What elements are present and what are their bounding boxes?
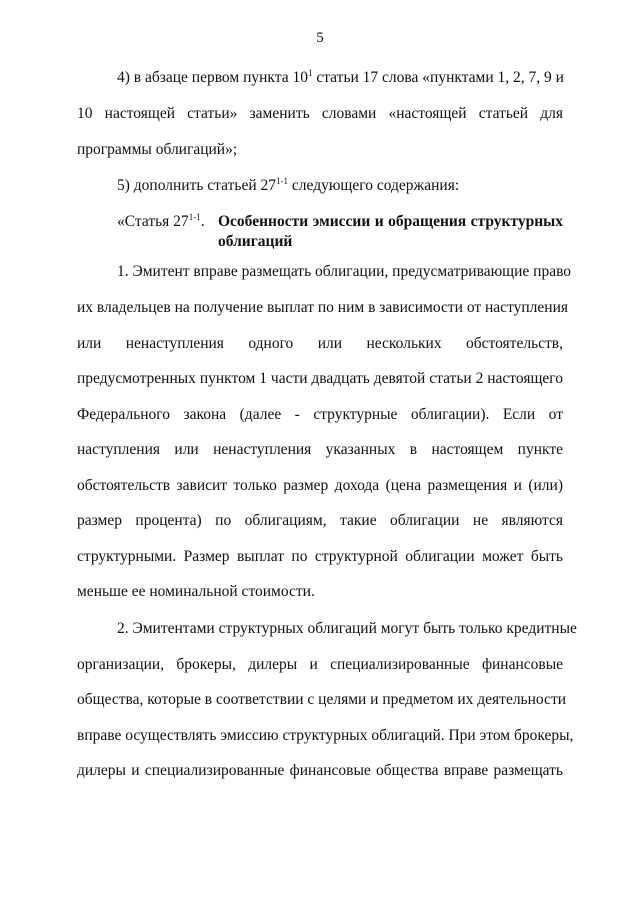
para2-line: организации, брокеры, дилеры и специализированные финансовые (77, 656, 563, 673)
article-title (218, 212, 563, 252)
para2-line: 2. Эмитентами структурных облигаций могут быть только кредитные (117, 620, 577, 637)
para1-line: обстоятельств зависит только размер дохода (цена размещения и (или) (77, 477, 563, 494)
para1-line: структурными. Размер выплат по структурной облигации может быть (77, 548, 563, 565)
superscript: 1-1 (188, 212, 201, 222)
para1-line: или ненаступления одного или нескольких обстоятельств, (77, 335, 563, 352)
item5-line: 5) дополнить статьей 27$^{1-1}$ следующего содержания: (117, 176, 460, 194)
article-title-line1: Особенности эмиссии и обращения структурных (218, 213, 563, 230)
superscript: 1 (307, 68, 313, 78)
para1-line: Федерального закона (далее - структурные облигации). Если от (77, 406, 563, 423)
article-title-line2: облигаций (218, 233, 293, 250)
item4-line3: программы облигаций»; (77, 141, 238, 158)
para1-line: наступления или ненаступления указанных в настоящем пункте (77, 441, 563, 458)
page-number: 5 (316, 30, 324, 46)
superscript: 1-1 (276, 176, 289, 186)
article-label: «Статья 27$^{1-1}$. (117, 212, 205, 230)
item4-line2: 10 настоящей статьи» заменить словами «настоящей статьей для (77, 105, 563, 122)
para2-line: общества, которые в соответствии с целями и предметом их деятельности (77, 691, 567, 708)
item4-line1: 4) в абзаце первом пункта $10^1$ статьи 17 слова «пунктами 1, 2, 7, 9 и (117, 68, 564, 86)
para2-line: вправе осуществлять эмиссию структурных облигаций. При этом брокеры, (77, 727, 574, 744)
para1-line: размер процента) по облигациям, такие облигации не являются (77, 512, 563, 529)
para1-line: их владельцев на получение выплат по ним в зависимости от наступления (77, 299, 569, 316)
para1-line: предусмотренных пунктом 1 части двадцать девятой статьи 2 настоящего (77, 370, 563, 387)
para2-line: дилеры и специализированные финансовые общества вправе размещать (77, 762, 563, 779)
para1-line: 1. Эмитент вправе размещать облигации, предусматривающие право (117, 263, 572, 280)
para1-line: меньше ее номинальной стоимости. (77, 583, 315, 600)
